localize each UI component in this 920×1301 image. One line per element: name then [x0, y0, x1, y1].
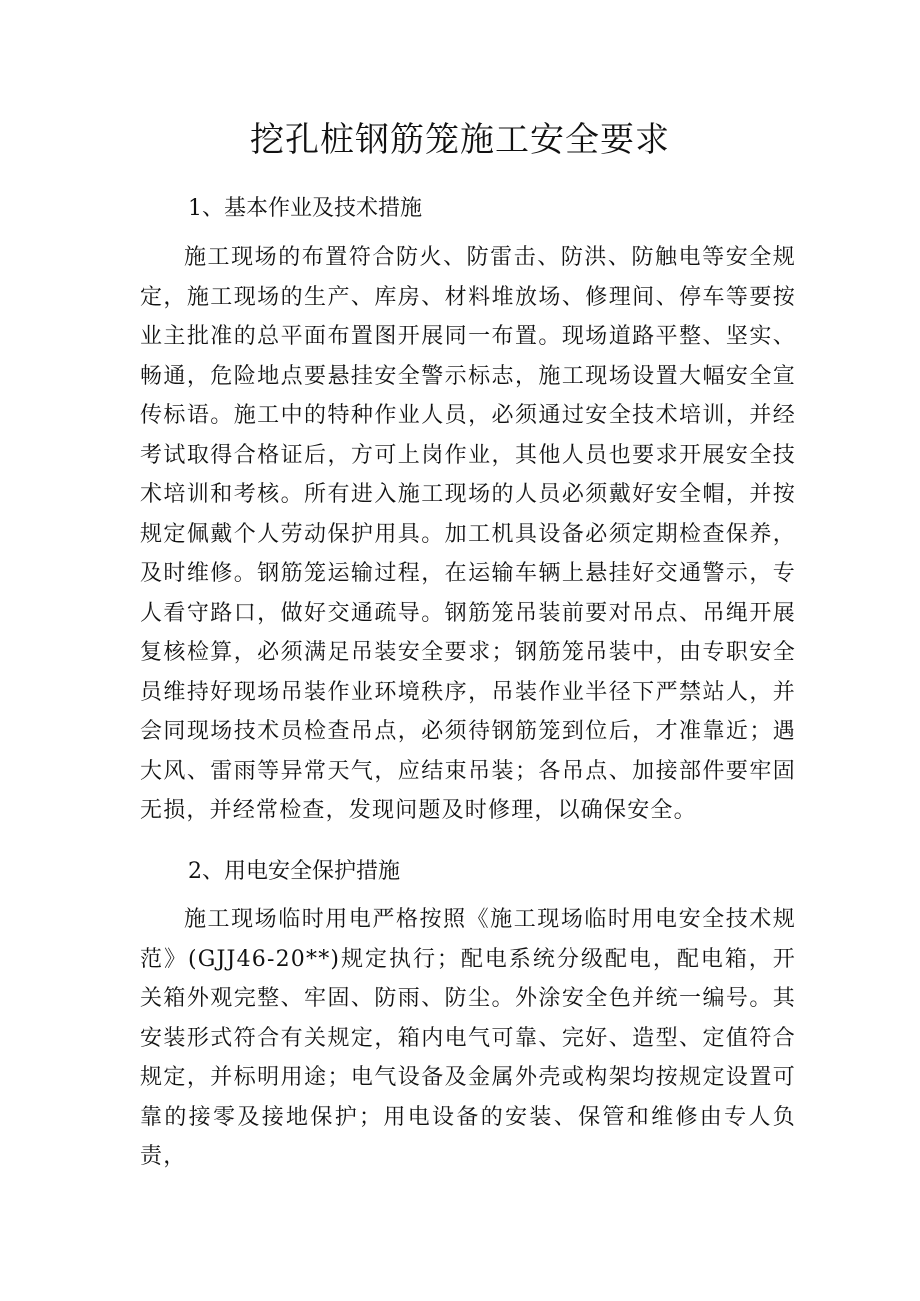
- section-paragraph-1: 施工现场的布置符合防火、防雷击、防洪、防触电等安全规定，施工现场的生产、库房、材料堆放场、修理间、停车等要按业主批准的总平面布置图开展同一布置。现场道路平整、坚实、畅通，危险地点要悬挂安全警示标志，施工现场设置大幅安全宣传标语。施工中的特种作业人员，必须通过安全技术培训，并经考试取得合格证后，方可上岗作业，其他人员也要求开展安全技术培训和考核。所有进入施工现场的人员必须戴好安全帽，并按规定佩戴个人劳动保护用具。加工机具设备必须定期检查保养，及时维修。钢筋笼运输过程，在运输车辆上悬挂好交通警示，专人看守路口，做好交通疏导。钢筋笼吊装前要对吊点、吊绳开展复核检算，必须满足吊装安全要求；钢筋笼吊装中，由专职安全员维持好现场吊装作业环境秩序，吊装作业半径下严禁站人，并会同现场技术员检查吊点，必须待钢筋笼到位后，才准靠近；遇大风、雷雨等异常天气，应结束吊装；各吊点、加接部件要牢固无损，并经常检查，发现问题及时修理，以确保安全。: [140, 245, 796, 823]
- section-paragraph-2: 施工现场临时用电严格按照《施工现场临时用电安全技术规范》(GJJ46-20**)规定执行；配电系统分级配电，配电箱，开关箱外观完整、牢固、防雨、防尘。外涂安全色并统一编号。其安装形式符合有关规定，箱内电气可靠、完好、造型、定值符合规定，并标明用途；电气设备及金属外壳或构架均按规定设置可靠的接零及接地保护；用电设备的安装、保管和维修由专人负责，: [140, 907, 796, 1169]
- page-title: 挖孔桩钢筋笼施工安全要求: [250, 120, 670, 160]
- section-heading-2: 2、用电安全保护措施: [188, 859, 400, 884]
- section-heading-1: 1、基本作业及技术措施: [188, 196, 422, 221]
